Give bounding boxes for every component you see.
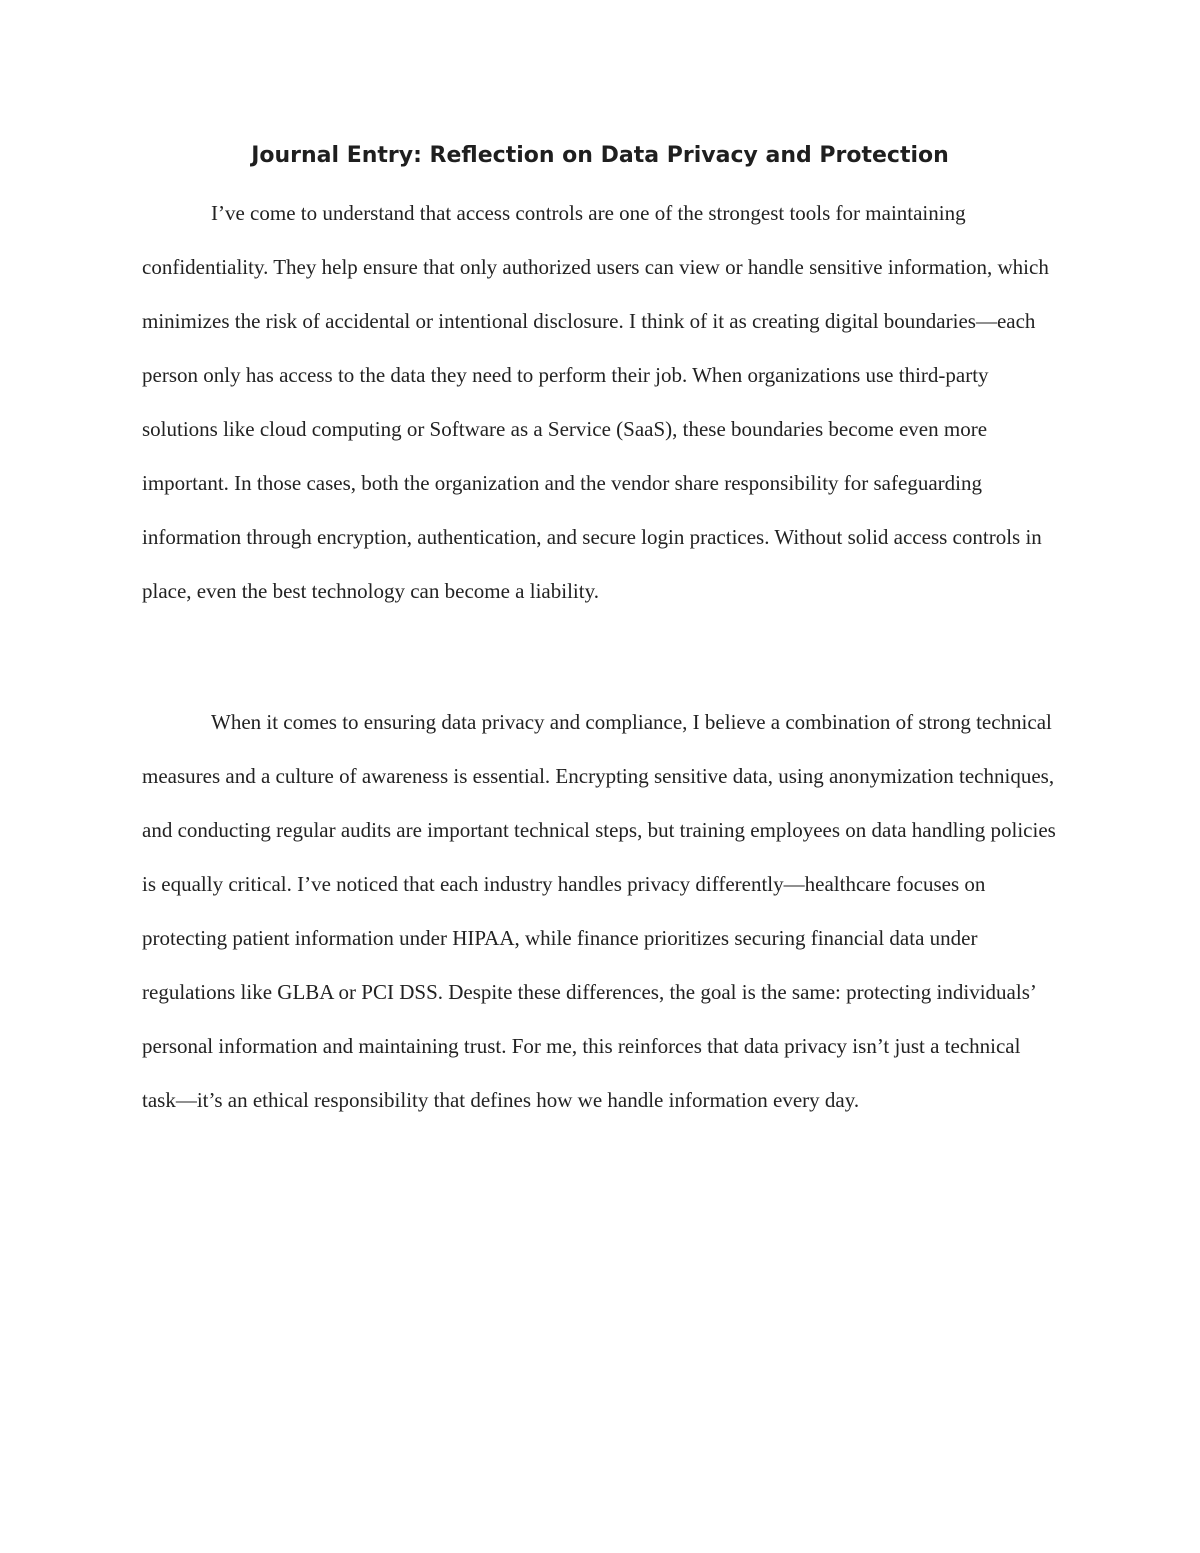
paragraph-privacy-compliance: When it comes to ensuring data privacy and compliance, I believe a combination of strong technical measures and a culture of awareness is essential. Encrypting sensitive data, using anonymization techniques, and conducting regular audits are important technical steps, but training employees on data handling policies is equally critical. I’ve noticed that each industry handles privacy differently—healthcare focuses on protecting patient information under HIPAA, while finance prioritizes securing financial data under regulations like GLBA or PCI DSS. Despite these differences, the goal is the same: protecting individuals’ personal information and maintaining trust. For me, this reinforces that data privacy isn’t just a technical task—it’s an ethical responsibility that defines how we handle information every day.: [142, 710, 1056, 1112]
paragraph-access-controls: I’ve come to understand that access controls are one of the strongest tools for maintaining confidentiality. They help ensure that only authorized users can view or handle sensitive information, which minimizes the risk of accidental or intentional disclosure. I think of it as creating digital boundaries—each person only has access to the data they need to perform their job. When organizations use third-party solutions like cloud computing or Software as a Service (SaaS), these boundaries become even more important. In those cases, both the organization and the vendor share responsibility for safeguarding information through encryption, authentication, and secure login practices. Without solid access controls in place, even the best technology can become a liability.: [142, 201, 1049, 603]
document-title: Journal Entry: Reflection on Data Privacy and Protection: [251, 143, 949, 168]
